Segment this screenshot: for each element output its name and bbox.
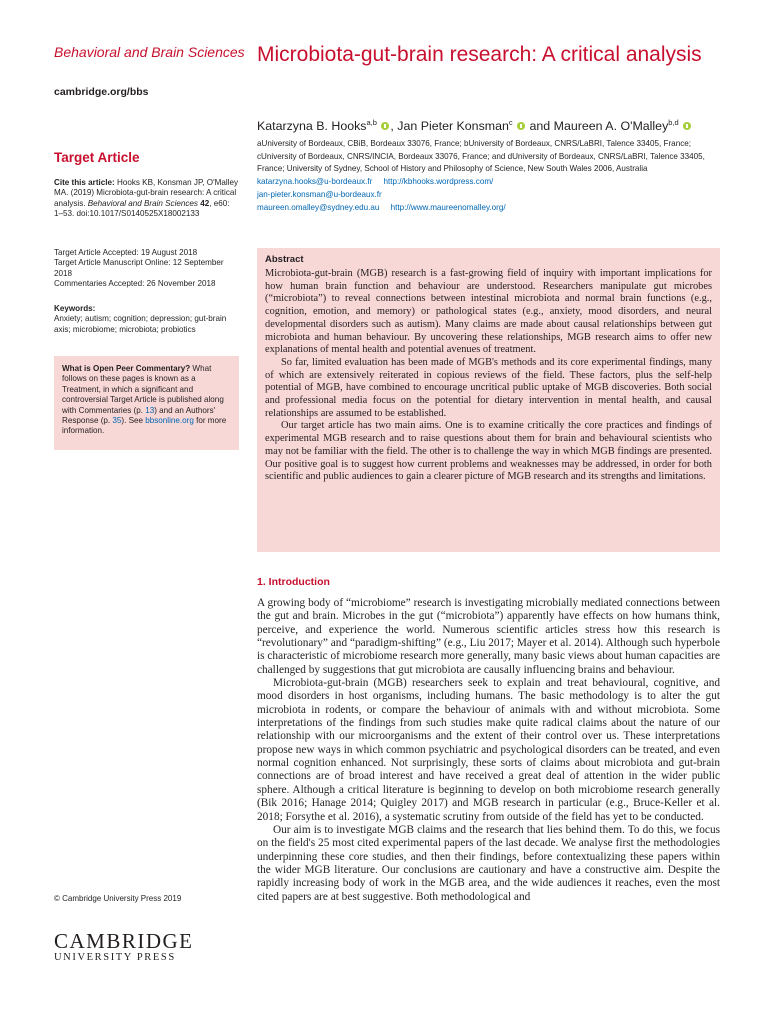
cite-pages: , e60: 1–53. doi:10.1017/S0140525X18002133 xyxy=(54,198,230,219)
orcid-icon[interactable] xyxy=(683,122,691,130)
email-link[interactable]: jan-pieter.konsman@u-bordeaux.fr xyxy=(257,189,382,199)
email-link[interactable]: katarzyna.hooks@u-bordeaux.fr xyxy=(257,177,373,187)
author-affiliation-sup: a,b xyxy=(366,118,377,127)
journal-url[interactable]: cambridge.org/bbs xyxy=(54,86,149,98)
date-online: Target Article Manuscript Online: 12 September 2018 xyxy=(54,258,224,278)
open-peer-commentary-box xyxy=(54,356,239,450)
cite-text: Hooks KB, Konsman JP, O'Malley MA. (2019) Microbiota-gut-brain research: A critical analysis. xyxy=(54,178,239,208)
opc-text-4: for more information. xyxy=(62,416,227,436)
body-paragraph: Our aim is to investigate MGB claims and the research that lies behind them. To do this, we focus on the field's 25 most cited experimental papers of the last decade. We analyse first the methodologies underpinning these core studies, and then their findings, before contextualizing these papers within the wider MGB literature. Our conclusions are cautionary and have a constructive aim. Despite the rapidly increasing body of work in the MGB area, and the wide audiences it reaches, even the most cited papers are at best suggestive. Both methodological and xyxy=(257,823,720,903)
author-name: Katarzyna B. Hooks xyxy=(257,119,367,134)
author-list xyxy=(257,118,727,133)
opc-question: What is Open Peer Commentary? xyxy=(62,364,191,373)
abstract-box xyxy=(257,248,720,552)
author-name: Jan Pieter Konsman xyxy=(397,119,509,134)
opc-page-link-1[interactable]: 13 xyxy=(145,405,155,415)
author-affiliation-sup: c xyxy=(508,118,513,127)
introduction-body xyxy=(257,597,720,904)
affiliations-text: aUniversity of Bordeaux, CBiB, Bordeaux 33076, France; bUniversity of Bordeaux, CNRS/LaBRI, Talence 33405, France; cUniversity of Bordeaux, CNRS/INCIA, Bordeaux 33076, France; and dUniversity of Bordeaux, CNRS/LaBRI, Talence 33405, France; University of Sydney, School of History and Philosophy of Science, New South Wales 2006, Australia xyxy=(257,139,705,174)
abstract-heading: Abstract xyxy=(265,254,304,265)
cite-volume: 42 xyxy=(200,198,210,208)
opc-page-link-2[interactable]: 35 xyxy=(112,416,122,426)
logo-line-2: UNIVERSITY PRESS xyxy=(54,952,176,963)
author-separator: , xyxy=(390,119,398,134)
author-affiliation-sup: b,d xyxy=(668,118,679,127)
target-article-label: Target Article xyxy=(54,150,140,165)
website-link[interactable]: http://www.maureenomalley.org/ xyxy=(390,202,506,212)
author-separator: and xyxy=(526,119,554,134)
dates-block xyxy=(54,248,239,290)
journal-name: Behavioral and Brain Sciences xyxy=(54,44,245,60)
article-title: Microbiota-gut-brain research: A critical analysis xyxy=(257,43,702,66)
opc-text-1: What follows on these pages is known as a Treatment, in which a significant and controversial Target Article is published along with Commentaries (p. xyxy=(62,364,224,415)
keywords-label: Keywords: xyxy=(54,304,96,313)
abstract-paragraph: So far, limited evaluation has been made of MGB's methods and its core experimental findings, many of which are extensively reiterated in copious reviews of the field. These factors, plus the self-help potential of MGB, have combined to encourage uncritical public uptake of MGB discoveries. Both social and professional media focus on the potential for dietary intervention in mental health, and causal relationships are assumed to be established. xyxy=(265,356,712,419)
logo-line-1: CAMBRIDGE xyxy=(54,929,194,953)
keywords-block xyxy=(54,304,239,335)
cite-journal: Behavioral and Brain Sciences xyxy=(87,198,198,208)
cambridge-logo xyxy=(54,930,194,964)
opc-text-2: ) and an Authors' Response (p. xyxy=(62,405,216,426)
abstract-paragraph: Our target article has two main aims. One is to examine critically the core practices and findings of experimental MGB research and to raise questions about them for brain and behavioural scientists who may not be familiar with the field. The other is to challenge the way in which MGB findings are presented. Our positive goal is to suggest how current problems and weaknesses may be addressed, in order for both scientific and public audiences to gain a clearer picture of MGB research and its strengths and limitations. xyxy=(265,420,712,483)
cite-label: Cite this article: xyxy=(54,178,115,187)
abstract-paragraph: Microbiota-gut-brain (MGB) research is a fast-growing field of inquiry with important implications for how human brain function and behaviour are understood. Researchers manipulate gut microbes (“microbiota”) to reveal connections between intestinal microbiota and normal brain functions (e.g., cognition, emotion, and memory) or pathological states (e.g., anxiety, mood disorders, and neural developmental disorders such as autism). Many claims are made about causal relationships between gut microbiota and human behaviour. By uncovering these relationships, MGB research aims to offer new explanations of mental health and potential avenues of treatment. xyxy=(265,268,712,356)
author-name: Maureen A. O'Malley xyxy=(553,119,669,134)
website-link[interactable]: http://kbhooks.wordpress.com/ xyxy=(383,177,494,187)
introduction-heading: 1. Introduction xyxy=(257,576,330,588)
orcid-icon[interactable] xyxy=(517,122,525,130)
orcid-icon[interactable] xyxy=(381,122,389,130)
body-paragraph: Microbiota-gut-brain (MGB) researchers seek to explain and treat behavioural, cognitive, and mood disorders in host organisms, including humans. The basic methodology is to alter the gut microbiota in rodents, or compare the behaviour of animals with and without microbiota. Some interpretations of the findings from such studies make quite radical claims about the nature of our relationship with our microorganisms and the extent of their control over us. These interpretations propose new ways in which common psychiatric and psychological disorders can be treated, and even normal cognition enhanced. Not surprisingly, these sorts of claims about microbiota and gut-brain connections are of broad interest and have received a great deal of attention in the wider public sphere. Although a critical literature is beginning to develop on both microbiome research generally (Bik 2016; Hanage 2014; Quigley 2017) and MGB research in particular (e.g., Bruce-Keller et al. 2018; Forsythe et al. 2016), a systematic scrutiny from outside of the field has yet to be conducted. xyxy=(257,677,720,823)
bbsonline-link[interactable]: bbsonline.org xyxy=(145,416,194,426)
date-commentaries: Commentaries Accepted: 26 November 2018 xyxy=(54,279,216,289)
affiliations-block xyxy=(257,138,727,214)
body-paragraph: A growing body of “microbiome” research is investigating microbially mediated connections between the gut and brain. Microbes in the gut (“microbiota”) apparently have effects on how humans think, perceive, and experience the world. Numerous scientific articles stress how this research is “revolutionary” and “paradigm-shifting” (e.g., Liu 2017; Mayer et al. 2014). Although such hyperbole is characteristic of microbiome research more generally, many basic views about human capacities are challenged by suggestions that gut microbiota are causally influencing brains and behaviour. xyxy=(257,597,720,676)
citation-block xyxy=(54,178,239,220)
email-link[interactable]: maureen.omalley@sydney.edu.au xyxy=(257,202,380,212)
keywords-text: Anxiety; autism; cognition; depression; gut-brain axis; microbiome; microbiota; probiotics xyxy=(54,314,227,334)
date-accepted: Target Article Accepted: 19 August 2018 xyxy=(54,248,198,257)
opc-text-3: ). See xyxy=(121,416,146,426)
copyright-notice: © Cambridge University Press 2019 xyxy=(54,894,182,903)
